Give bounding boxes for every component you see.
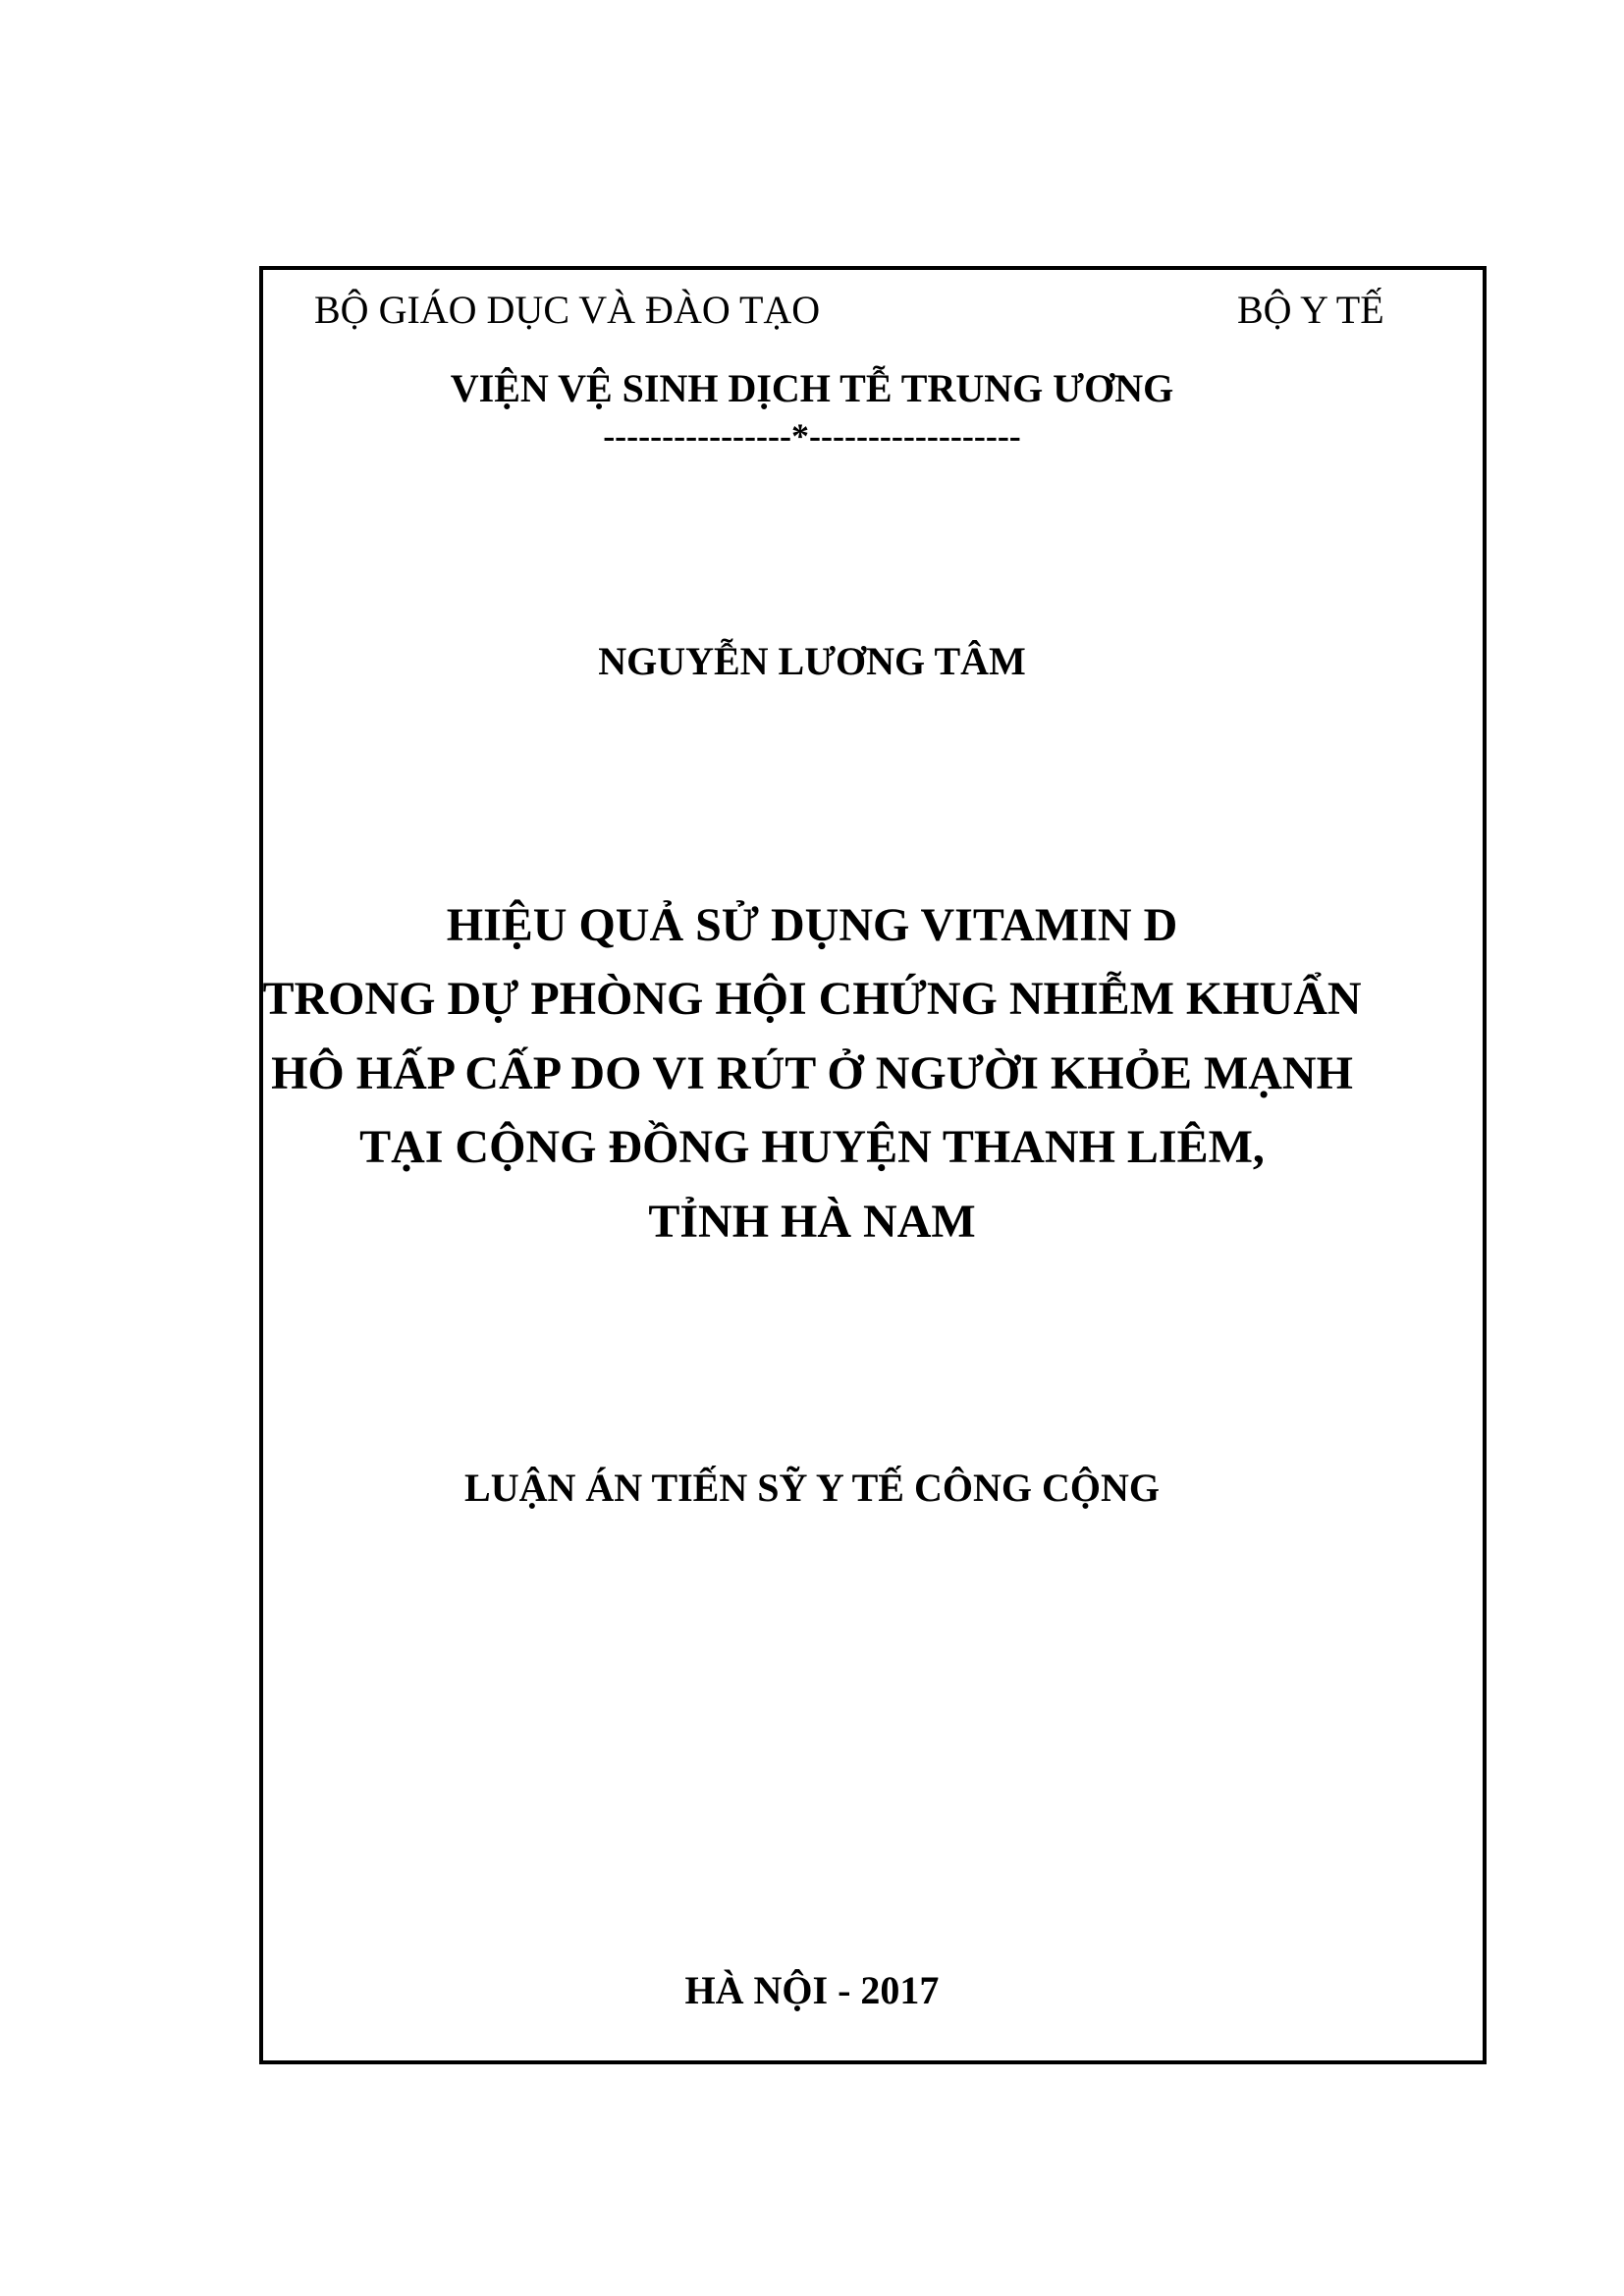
thesis-title-line-3: HÔ HẤP CẤP DO VI RÚT Ở NGƯỜI KHỎE MẠNH [271,1047,1353,1099]
thesis-title-line-5: TỈNH HÀ NAM [648,1196,976,1248]
degree-label: LUẬN ÁN TIẾN SỸ Y TẾ CÔNG CỘNG [464,1466,1160,1510]
ministry-education-label: BỘ GIÁO DỤC VÀ ĐÀO TẠO [314,288,821,332]
thesis-title-line-4: TẠI CỘNG ĐỒNG HUYỆN THANH LIÊM, [359,1121,1265,1173]
author-name: NGUYỄN LƯƠNG TÂM [598,639,1026,683]
header-divider: ----------------*------------------ [603,416,1021,455]
thesis-title-line-1: HIỆU QUẢ SỬ DỤNG VITAMIN D [446,899,1178,951]
institute-name: VIỆN VỆ SINH DỊCH TỄ TRUNG ƯƠNG [450,366,1174,410]
ministry-health-label: BỘ Y TẾ [1237,288,1384,332]
place-year: HÀ NỘI - 2017 [684,1968,940,2012]
thesis-title-line-2: TRONG DỰ PHÒNG HỘI CHỨNG NHIỄM KHUẨN [262,973,1362,1025]
